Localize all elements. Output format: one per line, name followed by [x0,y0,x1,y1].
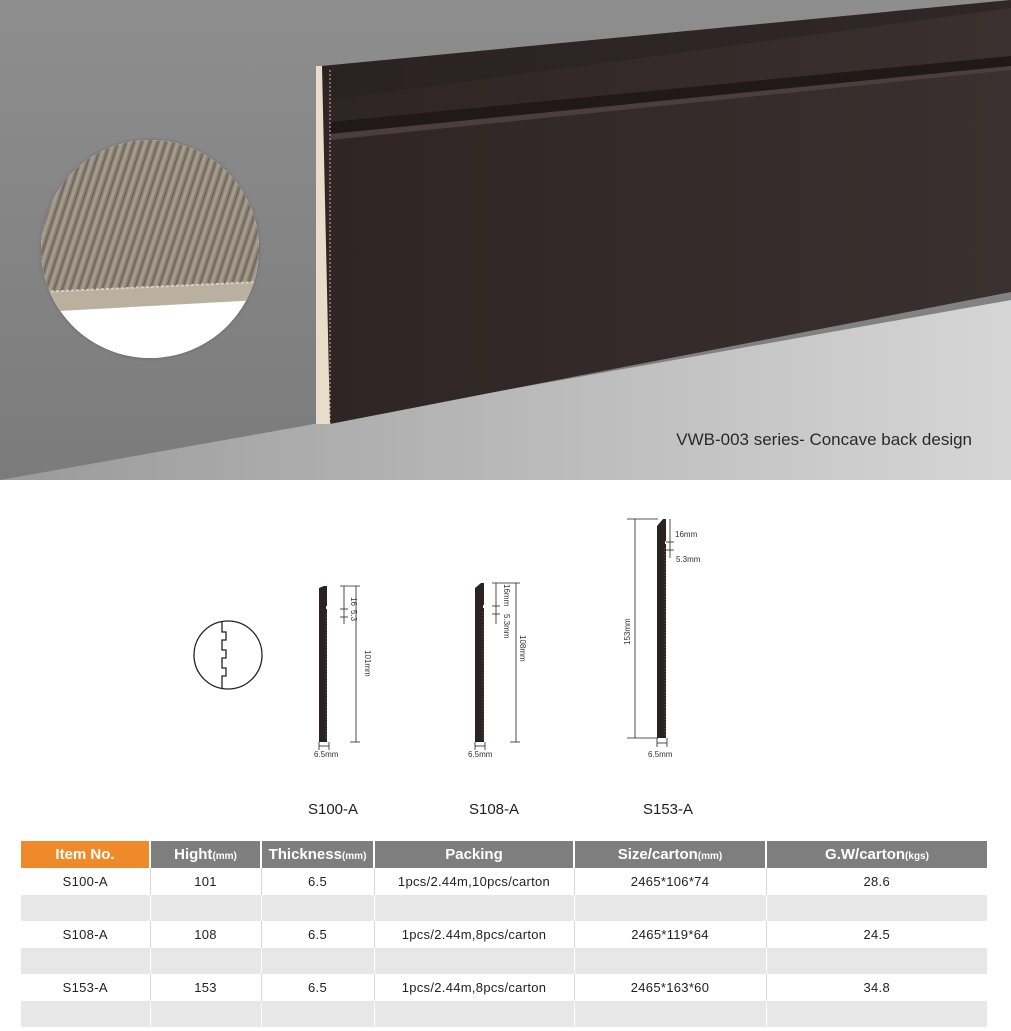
s108a-thickness-dim: 6.5mm [468,750,493,759]
s100a-groove-dim: 5.3 [349,610,358,622]
cell-height: 108 [150,921,261,948]
s153a-height-dim: 153mm [623,618,632,645]
table-spacer-row [21,948,987,975]
cell-size-carton: 2465*163*60 [574,974,766,1001]
cell-gw-carton: 24.5 [863,926,890,942]
table-row [21,868,987,895]
header-size-carton: Size/carton(mm) [574,841,766,868]
cell-size-carton: 2465*119*64 [574,921,766,948]
cell-height: 153 [150,974,261,1001]
s108a-height-dim: 108mm [518,635,527,662]
profile-s108a [468,583,527,759]
cell-item-no: S108-A [21,921,150,948]
cell-height: 101 [150,868,261,895]
cell-packing: 1pcs/2.44m,8pcs/carton [374,974,574,1001]
header-packing: Packing [374,841,574,868]
s153a-thickness-dim: 6.5mm [648,750,673,759]
cell-packing: 1pcs/2.44m,10pcs/carton [374,868,574,895]
spec-table [21,841,988,1027]
s108a-top-dim: 16mm [502,584,511,607]
cell-size-carton: 2465*106*74 [574,868,766,895]
s100a-top-dim: 16 [349,597,358,606]
cell-packing: 1pcs/2.44m,8pcs/carton [374,921,574,948]
product-render [0,0,1011,480]
ribbed-back-texture [41,140,259,358]
cell-thickness: 6.5 [261,921,374,948]
hero-caption: VWB-003 series- Concave back design [676,430,972,449]
cell-gw-carton: 34.8 [863,979,890,995]
table-spacer-row [21,895,987,922]
profile-label-s108a: S108-A [468,801,520,818]
s108a-groove-dim: 5.3mm [502,614,511,639]
s100a-thickness-dim: 6.5mm [314,750,339,759]
s153a-groove-dim: 5.3mm [676,555,701,564]
s153a-top-dim: 16mm [675,530,698,539]
technical-drawings [0,480,1011,840]
cell-thickness: 6.5 [261,974,374,1001]
header-item-no: Item No. [21,841,150,868]
profile-s153a [623,519,701,759]
header-height: Hight(mm) [150,841,261,868]
s100a-height-dim: 101mm [363,650,372,677]
cell-gw-carton: 28.6 [863,873,890,889]
profile-s100a [314,586,372,759]
profile-label-s153a: S153-A [642,801,694,818]
table-row [21,921,987,948]
header-thickness: Thickness(mm) [261,841,374,868]
profile-label-s100a: S100-A [307,801,359,818]
cell-item-no: S153-A [21,974,150,1001]
back-groove-detail [194,621,262,689]
table-header-row [21,841,987,868]
table-row [21,974,987,1001]
profile-drawings [0,480,1011,840]
back-texture-detail [41,140,259,358]
header-gw-carton: G.W/carton(kgs) [766,841,987,868]
cell-item-no: S100-A [21,868,150,895]
table-spacer-row [21,1001,987,1028]
cell-thickness: 6.5 [261,868,374,895]
